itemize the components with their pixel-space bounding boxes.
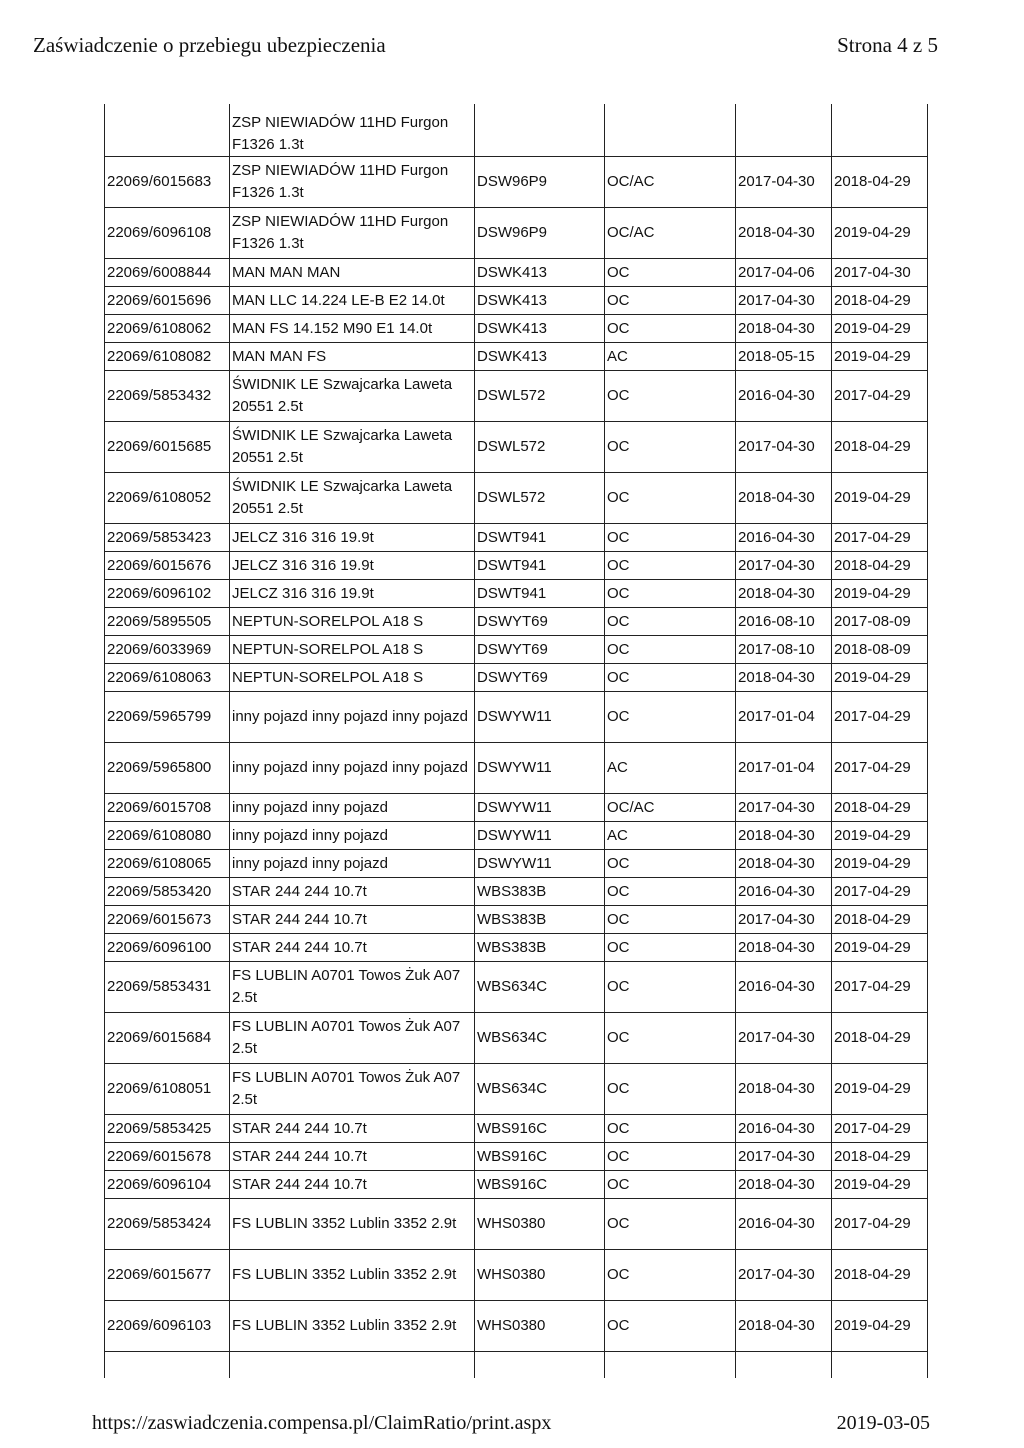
empty-cell (105, 1352, 230, 1379)
policy-cell: 22069/6108052 (105, 473, 230, 524)
date-from-cell: 2017-04-30 (736, 157, 832, 208)
plate-cell: DSW96P9 (475, 157, 605, 208)
date-to-cell: 2019-04-29 (832, 822, 928, 850)
date-from-cell: 2016-04-30 (736, 878, 832, 906)
vehicle-cell: FS LUBLIN A0701 Towos Żuk A07 2.5t (230, 962, 475, 1013)
coverage-cell: OC (605, 608, 736, 636)
date-from-cell: 2018-04-30 (736, 1064, 832, 1115)
date-to-cell: 2019-04-29 (832, 850, 928, 878)
policy-cell: 22069/6015678 (105, 1143, 230, 1171)
coverage-cell: OC (605, 1064, 736, 1115)
vehicle-cell: inny pojazd inny pojazd inny pojazd (230, 692, 475, 743)
plate-cell: DSWT941 (475, 524, 605, 552)
date-from-cell (736, 104, 832, 157)
policy-cell: 22069/6096100 (105, 934, 230, 962)
date-to-cell: 2017-04-29 (832, 371, 928, 422)
plate-cell: WBS634C (475, 1013, 605, 1064)
coverage-cell: OC (605, 664, 736, 692)
coverage-cell: OC (605, 1171, 736, 1199)
coverage-cell: OC (605, 580, 736, 608)
table-row (105, 906, 928, 934)
date-from-cell: 2017-04-30 (736, 287, 832, 315)
vehicle-cell: ŚWIDNIK LE Szwajcarka Laweta 20551 2.5t (230, 371, 475, 422)
plate-cell: WHS0380 (475, 1199, 605, 1250)
vehicle-cell: MAN FS 14.152 M90 E1 14.0t (230, 315, 475, 343)
table-row (105, 552, 928, 580)
table-row (105, 822, 928, 850)
date-from-cell: 2018-04-30 (736, 208, 832, 259)
table-row-partial-bottom (105, 1352, 928, 1379)
plate-cell: WBS634C (475, 1064, 605, 1115)
table-row (105, 1199, 928, 1250)
policy-cell: 22069/6033969 (105, 636, 230, 664)
date-from-cell: 2018-04-30 (736, 664, 832, 692)
date-from-cell: 2018-04-30 (736, 1171, 832, 1199)
coverage-cell: OC (605, 473, 736, 524)
policy-cell: 22069/6096108 (105, 208, 230, 259)
date-from-cell: 2018-04-30 (736, 822, 832, 850)
plate-cell: DSWYT69 (475, 664, 605, 692)
table-row (105, 743, 928, 794)
table-row (105, 580, 928, 608)
coverage-cell: AC (605, 822, 736, 850)
empty-cell (605, 1352, 736, 1379)
table-row (105, 343, 928, 371)
coverage-cell: OC (605, 259, 736, 287)
empty-cell (475, 1352, 605, 1379)
table-row (105, 1115, 928, 1143)
policy-cell: 22069/6108062 (105, 315, 230, 343)
policy-cell: 22069/6015677 (105, 1250, 230, 1301)
vehicle-cell: STAR 244 244 10.7t (230, 1143, 475, 1171)
table-row (105, 608, 928, 636)
plate-cell: WHS0380 (475, 1301, 605, 1352)
coverage-cell: OC (605, 1115, 736, 1143)
date-from-cell: 2016-04-30 (736, 1115, 832, 1143)
vehicle-cell: JELCZ 316 316 19.9t (230, 552, 475, 580)
date-from-cell: 2017-04-30 (736, 906, 832, 934)
date-from-cell: 2017-04-30 (736, 1250, 832, 1301)
date-to-cell: 2019-04-29 (832, 343, 928, 371)
empty-cell (832, 1352, 928, 1379)
policy-cell: 22069/6015684 (105, 1013, 230, 1064)
table-row (105, 287, 928, 315)
table-row (105, 371, 928, 422)
table-body (105, 104, 928, 1378)
plate-cell: WBS383B (475, 934, 605, 962)
plate-cell: DSWK413 (475, 287, 605, 315)
plate-cell: DSWYW11 (475, 794, 605, 822)
policy-cell: 22069/6015685 (105, 422, 230, 473)
date-to-cell: 2017-04-29 (832, 524, 928, 552)
date-to-cell: 2019-04-29 (832, 580, 928, 608)
vehicle-cell: ŚWIDNIK LE Szwajcarka Laweta 20551 2.5t (230, 422, 475, 473)
plate-cell: WBS383B (475, 878, 605, 906)
coverage-cell: OC (605, 636, 736, 664)
insurance-history-table (104, 104, 928, 1378)
table-row (105, 157, 928, 208)
date-to-cell: 2019-04-29 (832, 1171, 928, 1199)
coverage-cell: OC/AC (605, 794, 736, 822)
policy-cell: 22069/6015696 (105, 287, 230, 315)
table-row (105, 692, 928, 743)
policy-cell: 22069/5853420 (105, 878, 230, 906)
insurance-history-table-wrapper (104, 104, 928, 1378)
date-from-cell: 2017-04-30 (736, 1143, 832, 1171)
table-row (105, 664, 928, 692)
table-row (105, 208, 928, 259)
vehicle-cell: STAR 244 244 10.7t (230, 1115, 475, 1143)
date-to-cell: 2017-04-29 (832, 878, 928, 906)
plate-cell: DSWYW11 (475, 822, 605, 850)
date-from-cell: 2017-08-10 (736, 636, 832, 664)
plate-cell: DSWYW11 (475, 743, 605, 794)
table-row (105, 1250, 928, 1301)
policy-cell: 22069/6015683 (105, 157, 230, 208)
plate-cell: DSWL572 (475, 422, 605, 473)
date-to-cell: 2019-04-29 (832, 315, 928, 343)
policy-cell: 22069/5895505 (105, 608, 230, 636)
table-row-partial-top (105, 104, 928, 157)
policy-cell: 22069/5965799 (105, 692, 230, 743)
plate-cell: DSWK413 (475, 343, 605, 371)
date-from-cell: 2018-04-30 (736, 315, 832, 343)
policy-cell: 22069/6096103 (105, 1301, 230, 1352)
vehicle-cell: STAR 244 244 10.7t (230, 934, 475, 962)
plate-cell: DSWL572 (475, 473, 605, 524)
date-from-cell: 2016-04-30 (736, 371, 832, 422)
plate-cell: WBS916C (475, 1143, 605, 1171)
footer-date: 2019-03-05 (836, 1412, 930, 1434)
vehicle-cell: STAR 244 244 10.7t (230, 906, 475, 934)
plate-cell: DSWK413 (475, 315, 605, 343)
table-row (105, 850, 928, 878)
coverage-cell: OC (605, 850, 736, 878)
vehicle-cell: MAN MAN FS (230, 343, 475, 371)
vehicle-cell: inny pojazd inny pojazd inny pojazd (230, 743, 475, 794)
plate-cell (475, 104, 605, 157)
policy-cell: 22069/5965800 (105, 743, 230, 794)
date-to-cell: 2017-04-29 (832, 743, 928, 794)
coverage-cell: OC/AC (605, 157, 736, 208)
date-to-cell: 2019-04-29 (832, 664, 928, 692)
footer-url: https://zaswiadczenia.compensa.pl/ClaimRatio/print.aspx (92, 1412, 552, 1434)
policy-cell: 22069/6108065 (105, 850, 230, 878)
policy-cell: 22069/5853424 (105, 1199, 230, 1250)
vehicle-cell: MAN MAN MAN (230, 259, 475, 287)
date-to-cell: 2018-04-29 (832, 1143, 928, 1171)
page-number: Strona 4 z 5 (837, 33, 938, 57)
date-to-cell: 2019-04-29 (832, 1301, 928, 1352)
date-from-cell: 2017-01-04 (736, 692, 832, 743)
date-from-cell: 2017-04-30 (736, 552, 832, 580)
date-to-cell: 2017-04-29 (832, 1115, 928, 1143)
vehicle-cell: FS LUBLIN 3352 Lublin 3352 2.9t (230, 1301, 475, 1352)
date-to-cell: 2019-04-29 (832, 208, 928, 259)
table-row (105, 878, 928, 906)
plate-cell: DSWYT69 (475, 636, 605, 664)
vehicle-cell: inny pojazd inny pojazd (230, 822, 475, 850)
date-from-cell: 2017-04-06 (736, 259, 832, 287)
vehicle-cell: STAR 244 244 10.7t (230, 1171, 475, 1199)
plate-cell: DSWYW11 (475, 692, 605, 743)
vehicle-cell: JELCZ 316 316 19.9t (230, 524, 475, 552)
empty-cell (736, 1352, 832, 1379)
plate-cell: DSWK413 (475, 259, 605, 287)
date-to-cell: 2017-04-30 (832, 259, 928, 287)
table-row (105, 934, 928, 962)
plate-cell: DSWYT69 (475, 608, 605, 636)
date-to-cell (832, 104, 928, 157)
date-from-cell: 2016-08-10 (736, 608, 832, 636)
coverage-cell: OC (605, 1301, 736, 1352)
policy-cell: 22069/5853431 (105, 962, 230, 1013)
date-to-cell: 2018-04-29 (832, 906, 928, 934)
coverage-cell: OC (605, 934, 736, 962)
coverage-cell (605, 104, 736, 157)
policy-cell: 22069/6008844 (105, 259, 230, 287)
date-to-cell: 2019-04-29 (832, 934, 928, 962)
plate-cell: WHS0380 (475, 1250, 605, 1301)
coverage-cell: OC (605, 552, 736, 580)
plate-cell: WBS916C (475, 1115, 605, 1143)
date-from-cell: 2016-04-30 (736, 962, 832, 1013)
date-from-cell: 2016-04-30 (736, 524, 832, 552)
vehicle-cell: ZSP NIEWIADÓW 11HD Furgon F1326 1.3t (230, 157, 475, 208)
coverage-cell: OC (605, 422, 736, 473)
vehicle-cell: JELCZ 316 316 19.9t (230, 580, 475, 608)
table-row (105, 315, 928, 343)
policy-cell: 22069/6108063 (105, 664, 230, 692)
date-from-cell: 2017-04-30 (736, 794, 832, 822)
date-from-cell: 2016-04-30 (736, 1199, 832, 1250)
vehicle-cell: NEPTUN-SORELPOL A18 S (230, 608, 475, 636)
policy-cell: 22069/6096102 (105, 580, 230, 608)
table-row (105, 473, 928, 524)
table-row (105, 259, 928, 287)
vehicle-cell: MAN LLC 14.224 LE-B E2 14.0t (230, 287, 475, 315)
coverage-cell: OC (605, 315, 736, 343)
date-from-cell: 2018-04-30 (736, 473, 832, 524)
policy-cell: 22069/6015676 (105, 552, 230, 580)
policy-cell: 22069/6108080 (105, 822, 230, 850)
date-to-cell: 2018-04-29 (832, 794, 928, 822)
date-to-cell: 2017-04-29 (832, 1199, 928, 1250)
date-to-cell: 2019-04-29 (832, 1064, 928, 1115)
vehicle-cell: FS LUBLIN A0701 Towos Żuk A07 2.5t (230, 1013, 475, 1064)
policy-cell: 22069/6096104 (105, 1171, 230, 1199)
date-from-cell: 2018-04-30 (736, 580, 832, 608)
date-to-cell: 2017-04-29 (832, 692, 928, 743)
date-to-cell: 2019-04-29 (832, 473, 928, 524)
plate-cell: WBS916C (475, 1171, 605, 1199)
plate-cell: DSWT941 (475, 580, 605, 608)
vehicle-cell: inny pojazd inny pojazd (230, 794, 475, 822)
plate-cell: DSWT941 (475, 552, 605, 580)
coverage-cell: AC (605, 743, 736, 794)
vehicle-cell: ŚWIDNIK LE Szwajcarka Laweta 20551 2.5t (230, 473, 475, 524)
policy-cell (105, 104, 230, 157)
date-to-cell: 2017-08-09 (832, 608, 928, 636)
date-from-cell: 2017-01-04 (736, 743, 832, 794)
vehicle-cell: inny pojazd inny pojazd (230, 850, 475, 878)
date-to-cell: 2018-04-29 (832, 157, 928, 208)
table-row (105, 1013, 928, 1064)
policy-cell: 22069/5853425 (105, 1115, 230, 1143)
coverage-cell: OC (605, 1250, 736, 1301)
table-row (105, 636, 928, 664)
date-from-cell: 2018-05-15 (736, 343, 832, 371)
date-to-cell: 2017-04-29 (832, 962, 928, 1013)
empty-cell (230, 1352, 475, 1379)
vehicle-cell: NEPTUN-SORELPOL A18 S (230, 664, 475, 692)
plate-cell: WBS383B (475, 906, 605, 934)
policy-cell: 22069/5853432 (105, 371, 230, 422)
date-from-cell: 2018-04-30 (736, 1301, 832, 1352)
date-to-cell: 2018-04-29 (832, 1250, 928, 1301)
vehicle-cell: ZSP NIEWIADÓW 11HD Furgon F1326 1.3t (230, 104, 475, 157)
vehicle-cell: STAR 244 244 10.7t (230, 878, 475, 906)
table-row (105, 524, 928, 552)
policy-cell: 22069/6108082 (105, 343, 230, 371)
vehicle-cell: NEPTUN-SORELPOL A18 S (230, 636, 475, 664)
coverage-cell: OC (605, 524, 736, 552)
table-row (105, 794, 928, 822)
date-from-cell: 2017-04-30 (736, 422, 832, 473)
date-to-cell: 2018-08-09 (832, 636, 928, 664)
policy-cell: 22069/5853423 (105, 524, 230, 552)
date-to-cell: 2018-04-29 (832, 552, 928, 580)
policy-cell: 22069/6015708 (105, 794, 230, 822)
table-row (105, 962, 928, 1013)
coverage-cell: AC (605, 343, 736, 371)
date-from-cell: 2018-04-30 (736, 850, 832, 878)
date-from-cell: 2017-04-30 (736, 1013, 832, 1064)
coverage-cell: OC/AC (605, 208, 736, 259)
coverage-cell: OC (605, 287, 736, 315)
plate-cell: DSW96P9 (475, 208, 605, 259)
vehicle-cell: FS LUBLIN A0701 Towos Żuk A07 2.5t (230, 1064, 475, 1115)
coverage-cell: OC (605, 692, 736, 743)
vehicle-cell: FS LUBLIN 3352 Lublin 3352 2.9t (230, 1250, 475, 1301)
coverage-cell: OC (605, 1143, 736, 1171)
table-row (105, 1143, 928, 1171)
vehicle-cell: ZSP NIEWIADÓW 11HD Furgon F1326 1.3t (230, 208, 475, 259)
date-to-cell: 2018-04-29 (832, 287, 928, 315)
coverage-cell: OC (605, 1199, 736, 1250)
plate-cell: WBS634C (475, 962, 605, 1013)
policy-cell: 22069/6108051 (105, 1064, 230, 1115)
date-to-cell: 2018-04-29 (832, 1013, 928, 1064)
coverage-cell: OC (605, 1013, 736, 1064)
table-row (105, 422, 928, 473)
coverage-cell: OC (605, 371, 736, 422)
vehicle-cell: FS LUBLIN 3352 Lublin 3352 2.9t (230, 1199, 475, 1250)
table-row (105, 1171, 928, 1199)
coverage-cell: OC (605, 878, 736, 906)
document-title: Zaświadczenie o przebiegu ubezpieczenia (33, 33, 386, 57)
date-from-cell: 2018-04-30 (736, 934, 832, 962)
plate-cell: DSWYW11 (475, 850, 605, 878)
policy-cell: 22069/6015673 (105, 906, 230, 934)
table-row (105, 1064, 928, 1115)
coverage-cell: OC (605, 906, 736, 934)
table-row (105, 1301, 928, 1352)
coverage-cell: OC (605, 962, 736, 1013)
date-to-cell: 2018-04-29 (832, 422, 928, 473)
plate-cell: DSWL572 (475, 371, 605, 422)
